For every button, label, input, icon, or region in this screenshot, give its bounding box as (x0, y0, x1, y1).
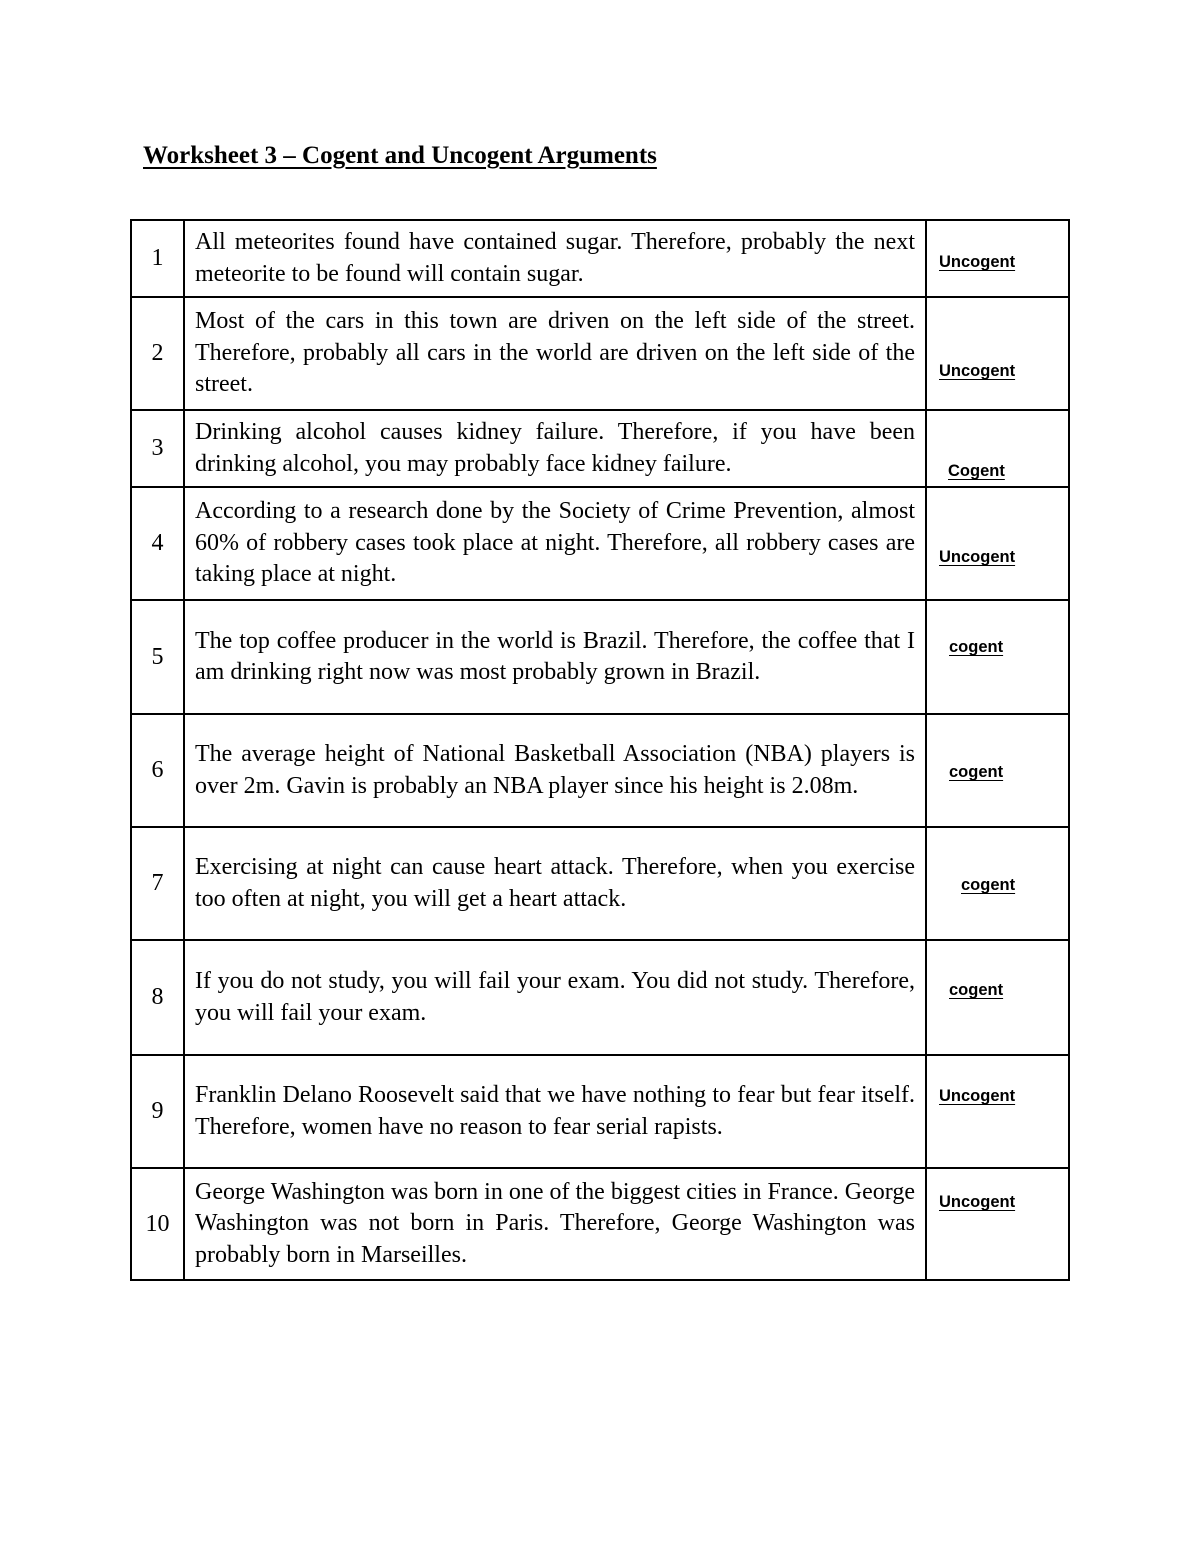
table-row (131, 220, 1069, 297)
table-row (131, 600, 1069, 714)
table-row (131, 297, 1069, 410)
answer-cell (926, 827, 1069, 940)
table-row (131, 1055, 1069, 1168)
answer-label: Uncogent (939, 1087, 1016, 1105)
argument-text: According to a research done by the Society of Crime Prevention, almost 60% of robbery cases took place at night. Therefore, all robbery cases are taking place at night. (184, 487, 926, 600)
answer-cell (926, 410, 1069, 487)
answer-label: Uncogent (939, 1193, 1016, 1211)
answer-label: Uncogent (939, 253, 1016, 271)
answer-label: Uncogent (939, 548, 1016, 566)
argument-text: Most of the cars in this town are driven on the left side of the street. Therefore, probably all cars in the world are driven on the left side of the street. (184, 297, 926, 410)
argument-text: George Washington was born in one of the biggest cities in France. George Washington was not born in Paris. Therefore, George Washington was probably born in Marseilles. (184, 1168, 926, 1280)
answer-cell (926, 487, 1069, 600)
table-row (131, 827, 1069, 940)
argument-text: The top coffee producer in the world is Brazil. Therefore, the coffee that I am drinking right now was most probably grown in Brazil. (184, 600, 926, 714)
argument-text: Exercising at night can cause heart attack. Therefore, when you exercise too often at night, you will get a heart attack. (184, 827, 926, 940)
answer-label: cogent (949, 981, 1004, 999)
argument-text: The average height of National Basketball Association (NBA) players is over 2m. Gavin is probably an NBA player since his height is 2.08m. (184, 714, 926, 827)
row-number: 8 (131, 940, 184, 1055)
row-number: 4 (131, 487, 184, 600)
answer-cell (926, 1168, 1069, 1280)
worksheet-table (130, 219, 1070, 1281)
answer-label: cogent (949, 763, 1004, 781)
answer-cell (926, 297, 1069, 410)
answer-cell (926, 600, 1069, 714)
answer-cell (926, 220, 1069, 297)
argument-text: If you do not study, you will fail your exam. You did not study. Therefore, you will fail your exam. (184, 940, 926, 1055)
row-number: 10 (131, 1168, 184, 1280)
table-row (131, 487, 1069, 600)
argument-text: Franklin Delano Roosevelt said that we have nothing to fear but fear itself. Therefore, women have no reason to fear serial rapists. (184, 1055, 926, 1168)
argument-text: Drinking alcohol causes kidney failure. Therefore, if you have been drinking alcohol, you may probably face kidney failure. (184, 410, 926, 487)
answer-label: cogent (949, 638, 1004, 656)
table-row (131, 410, 1069, 487)
answer-cell (926, 940, 1069, 1055)
answer-cell (926, 714, 1069, 827)
answer-label: cogent (961, 876, 1016, 894)
row-number: 5 (131, 600, 184, 714)
row-number: 9 (131, 1055, 184, 1168)
table-row (131, 1168, 1069, 1280)
table-row (131, 940, 1069, 1055)
answer-label: Uncogent (939, 362, 1016, 380)
row-number: 1 (131, 220, 184, 297)
table-row (131, 714, 1069, 827)
row-number: 7 (131, 827, 184, 940)
row-number: 6 (131, 714, 184, 827)
row-number: 2 (131, 297, 184, 410)
answer-cell (926, 1055, 1069, 1168)
page-title: Worksheet 3 – Cogent and Uncogent Arguments (143, 142, 657, 169)
row-number: 3 (131, 410, 184, 487)
answer-label: Cogent (948, 462, 1005, 480)
argument-text: All meteorites found have contained sugar. Therefore, probably the next meteorite to be found will contain sugar. (184, 220, 926, 297)
